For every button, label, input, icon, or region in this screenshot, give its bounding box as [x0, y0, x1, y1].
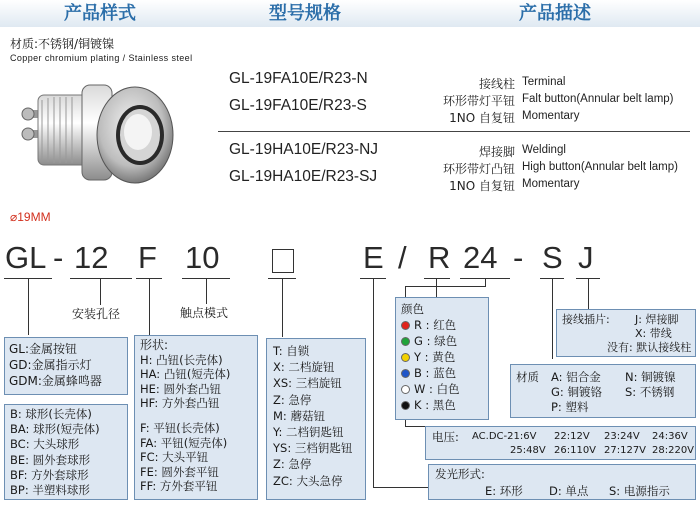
wire-x: X: 带线 — [635, 327, 672, 340]
color-name: 红色 — [433, 318, 457, 332]
color-sep: : — [421, 350, 433, 364]
ball-b: B: 球形(长壳体) — [10, 407, 92, 421]
shape-ha: HA: 凸钮(短壳体) — [140, 367, 231, 382]
code-e: E — [363, 240, 384, 275]
connector-24-h — [405, 286, 485, 287]
ball-ba: BA: 球形(短壳体) — [10, 422, 100, 437]
wire-title: 接线插片: — [562, 313, 610, 326]
shape-f: F: 平钮(长壳体) — [140, 420, 220, 435]
code-blank-box — [272, 249, 294, 273]
type-box — [4, 337, 128, 395]
desc-top-2-cn: 环形带灯平钮 — [442, 94, 515, 108]
material-a: A: 铝合金 — [551, 370, 601, 384]
connector-gl — [28, 279, 29, 335]
color-name: 蓝色 — [433, 366, 457, 380]
color-sep: : — [421, 398, 433, 412]
model-top-2: GL-19FA10E/R23-S — [229, 97, 367, 114]
color-row — [401, 381, 483, 397]
diameter-label: ⌀19MM — [10, 210, 51, 224]
material-s: S: 不锈钢 — [625, 385, 675, 399]
voltage-27: 27:127V — [604, 445, 647, 456]
code-s: S — [542, 240, 563, 275]
voltage-24: 24:36V — [652, 431, 688, 442]
material-p: P: 塑料 — [551, 400, 589, 414]
color-dot-icon — [401, 321, 410, 330]
code-12: 12 — [74, 240, 109, 275]
connector-j — [588, 279, 589, 309]
desc-top-3-en: Momentary — [522, 110, 580, 122]
color-box — [395, 297, 489, 420]
type-gd: GD:金属指示灯 — [9, 358, 92, 372]
voltage-box — [425, 426, 696, 460]
connector-24-h2 — [405, 426, 425, 427]
header-col1: 产品样式 — [0, 0, 200, 27]
connector-10 — [206, 279, 207, 304]
color-code: G — [414, 334, 423, 348]
code-j: J — [578, 240, 594, 275]
wire-j: J: 焊接脚 — [635, 313, 679, 326]
shape-title: 形状: — [140, 338, 169, 352]
voltage-28: 28:220V — [652, 445, 695, 456]
color-code: K — [414, 398, 422, 412]
code-r: R — [428, 240, 451, 275]
color-dot-icon — [401, 401, 410, 410]
color-row — [401, 365, 483, 381]
color-code: W — [414, 382, 426, 396]
desc-bottom-3-cn: 1NO 自复钮 — [449, 179, 515, 193]
light-e: E: 环形 — [485, 484, 523, 498]
connector-e — [373, 279, 374, 487]
ball-be: BE: 圆外套球形 — [10, 452, 91, 467]
code-f: F — [138, 240, 157, 275]
connector-s — [552, 279, 553, 359]
type-gdm: GDM:金属蜂鸣器 — [9, 374, 102, 388]
shape-spacer — [140, 411, 252, 421]
color-row — [401, 397, 483, 413]
color-sep: : — [422, 318, 434, 332]
model-top-1: GL-19FA10E/R23-N — [229, 70, 368, 87]
desc-top-2-en: Falt button(Annular belt lamp) — [522, 93, 674, 105]
shape-hf: HF: 方外套凸钮 — [140, 396, 220, 411]
code-24: 24 — [463, 240, 498, 275]
color-dot-icon — [401, 385, 410, 394]
shape-fc: FC: 大头平钮 — [140, 450, 209, 465]
action-zc: ZC: 大头急停 — [273, 473, 343, 488]
material-cn: 材质:不锈钢/铜镀镍 — [10, 37, 115, 51]
action-x: X: 二档旋钮 — [273, 360, 335, 375]
desc-bottom-1-en: Weldingl — [522, 144, 566, 156]
material-box — [510, 364, 696, 418]
code-slash: / — [398, 240, 407, 275]
push-button-image — [20, 70, 200, 210]
connector-e-h — [373, 487, 428, 488]
color-row — [401, 349, 483, 365]
desc-bottom-2-en: High button(Annular belt lamp) — [522, 161, 678, 173]
voltage-21: AC.DC-21:6V — [472, 431, 537, 442]
action-t: T: 自锁 — [273, 344, 310, 358]
shape-fe: FE: 圆外套平钮 — [140, 464, 219, 479]
color-name: 黑色 — [432, 398, 456, 412]
color-code: Y — [414, 350, 422, 364]
type-gl: GL:金属按钮 — [9, 342, 78, 356]
voltage-25: 25:48V — [510, 445, 546, 456]
wire-box — [556, 309, 696, 357]
label-hole: 安装孔径 — [72, 307, 121, 321]
connector-f — [149, 279, 150, 335]
action-m: M: 蘑菇钮 — [273, 408, 325, 423]
color-name: 白色 — [436, 382, 460, 396]
code-dash-2: - — [513, 240, 524, 275]
connector-blank — [282, 279, 283, 337]
color-title: 颜色 — [401, 302, 424, 316]
underline-r — [424, 278, 450, 279]
divider — [218, 131, 690, 132]
connector-r — [436, 279, 437, 297]
shape-he: HE: 圆外套凸钮 — [140, 381, 221, 396]
color-row — [401, 317, 483, 333]
desc-top-3-cn: 1NO 自复钮 — [449, 111, 515, 125]
header-col2: 型号规格 — [200, 0, 410, 27]
connector-12 — [100, 279, 101, 305]
model-bottom-1: GL-19HA10E/R23-NJ — [229, 141, 379, 158]
ball-bp: BP: 半塑料球形 — [10, 483, 90, 498]
action-z2: Z: 急停 — [273, 457, 312, 472]
shape-h: H: 凸钮(长壳体) — [140, 352, 223, 367]
color-dot-icon — [401, 353, 410, 362]
color-code: R — [414, 318, 422, 332]
color-name: 黄色 — [432, 350, 456, 364]
desc-bottom-1-cn: 焊接脚 — [478, 145, 515, 159]
voltage-title: 电压: — [432, 430, 459, 444]
light-s: S: 电源指示 — [609, 484, 670, 498]
color-sep: : — [421, 366, 434, 380]
underline-12 — [70, 278, 132, 279]
color-name: 绿色 — [434, 334, 458, 348]
color-dot-icon — [401, 337, 410, 346]
voltage-22: 22:12V — [554, 431, 590, 442]
action-xs: XS: 三档旋钮 — [273, 376, 342, 391]
action-z: Z: 急停 — [273, 392, 312, 407]
code-dash-1: - — [53, 240, 64, 275]
light-title: 发光形式: — [435, 467, 485, 481]
model-bottom-2: GL-19HA10E/R23-SJ — [229, 168, 378, 185]
color-row — [401, 333, 483, 349]
material-g: G: 铜镀铬 — [551, 385, 602, 399]
desc-top-1-en: Terminal — [522, 76, 566, 88]
label-contact: 触点模式 — [180, 306, 229, 320]
action-ys: YS: 三档钥匙钮 — [273, 441, 353, 456]
connector-24-v — [485, 279, 486, 287]
material-title: 材质 — [516, 370, 539, 384]
action-y: Y: 二档钥匙钮 — [273, 425, 344, 440]
ball-bc: BC: 大头球形 — [10, 437, 80, 452]
material-en: Copper chromium plating / Stainless steel — [10, 53, 193, 63]
material-n: N: 铜镀镍 — [625, 370, 676, 384]
shape-ff: FF: 方外套平钮 — [140, 479, 218, 494]
color-sep: : — [422, 334, 435, 348]
code-gl: GL — [5, 240, 47, 275]
voltage-26: 26:110V — [554, 445, 597, 456]
wire-none: 没有: 默认接线柱 — [607, 341, 692, 354]
desc-bottom-2-cn: 环形带灯凸钮 — [442, 162, 515, 176]
desc-bottom-3-en: Momentary — [522, 178, 580, 190]
light-d: D: 单点 — [549, 484, 589, 498]
color-dot-icon — [401, 369, 410, 378]
ball-shape-box — [4, 404, 128, 500]
ball-bf: BF: 方外套球形 — [10, 467, 89, 482]
color-code: B — [414, 366, 422, 380]
action-box — [266, 338, 366, 500]
light-box — [428, 464, 696, 500]
shape-fa: FA: 平钮(短壳体) — [140, 435, 228, 450]
color-sep: : — [425, 382, 437, 396]
desc-top-1-cn: 接线柱 — [478, 77, 515, 91]
voltage-23: 23:24V — [604, 431, 640, 442]
header-col3: 产品描述 — [410, 0, 700, 27]
code-10: 10 — [185, 240, 220, 275]
shape-box — [134, 335, 258, 500]
